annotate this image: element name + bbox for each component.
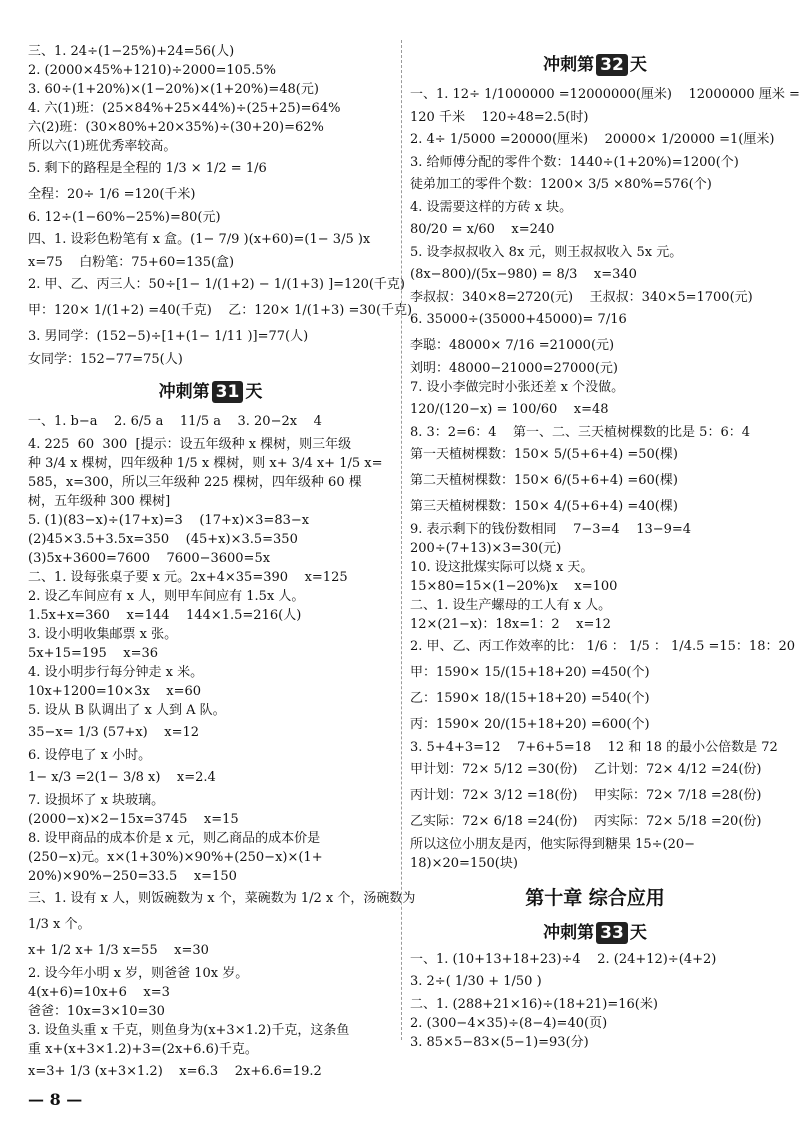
answer-line: 4. 225 60 300 [提示：设五年级种 x 棵树，则三年级 xyxy=(28,437,352,452)
answer-line: 刘明：48000−21000=27000(元) xyxy=(410,361,618,376)
answer-line: 丙计划：72× 3/12 =18(份) 甲实际：72× 7/18 =28(份) xyxy=(410,788,762,803)
answer-line: 一、1. b−a 2. 6/5 a 11/5 a 3. 20−2x 4 xyxy=(28,414,322,429)
answer-line: 18)×20=150(块) xyxy=(410,856,518,871)
answer-line: 10x+1200=10×3x x=60 xyxy=(28,684,202,699)
answer-line: 3. 85×5−83×(5−1)=93(分) xyxy=(410,1035,589,1050)
answer-line: 乙实际：72× 6/18 =24(份) 丙实际：72× 5/18 =20(份) xyxy=(410,814,762,829)
answer-line: 5x+15=195 x=36 xyxy=(28,646,159,661)
answer-line: 二、1. (288+21×16)÷(18+21)=16(米) xyxy=(410,997,658,1012)
answer-line: 5. 设从 B 队调出了 x 人到 A 队。 xyxy=(28,703,226,718)
answer-line: 3. 5+4+3=12 7+6+5=18 12 和 18 的最小公倍数是 72 xyxy=(410,740,778,755)
answer-line: 六(2)班：(30×80%+20×35%)÷(30+20)=62% xyxy=(28,120,324,135)
answer-line: 2. (2000×45%+1210)÷2000=105.5% xyxy=(28,63,276,78)
answer-line: x=3+ 1/3 (x+3×1.2) x=6.3 2x+6.6=19.2 xyxy=(28,1064,322,1079)
answer-line: 树，五年级种 300 棵树] xyxy=(28,494,171,509)
answer-line: 甲计划：72× 5/12 =30(份) 乙计划：72× 4/12 =24(份) xyxy=(410,762,762,777)
answer-line: 120/(120−x) = 100/60 x=48 xyxy=(410,402,609,417)
answer-line: 585，x=300，所以三年级种 225 棵树，四年级种 60 棵 xyxy=(28,475,362,490)
answer-line: 所以这位小朋友是丙，他实际得到糖果 15÷(20− xyxy=(410,837,696,852)
answer-line: (250−x)元。x×(1+30%)×90%+(250−x)×(1+ xyxy=(28,850,323,865)
answer-line: 3. 2÷( 1/30 + 1/50 ) xyxy=(410,974,542,989)
answer-line: 4. 设小明步行每分钟走 x 米。 xyxy=(28,665,204,680)
right-column xyxy=(410,42,800,1052)
answer-line: 徒弟加工的零件个数：1200× 3/5 ×80%=576(个) xyxy=(410,177,712,192)
answer-line: 第三天植树棵数：150× 4/(5+6+4) =40(棵) xyxy=(410,499,678,514)
left-column xyxy=(28,42,416,1085)
answer-line: 8. 设甲商品的成本价是 x 元，则乙商品的成本价是 xyxy=(28,831,321,846)
answer-line: 2. 甲、乙、丙工作效率的比： 1/6 ： 1/5 ： 1/4.5 =15：18：20 xyxy=(410,639,796,654)
answer-line: 甲：1590× 15/(15+18+20) =450(个) xyxy=(410,665,650,680)
section-day-badge: 31 xyxy=(212,381,244,403)
answer-line: 乙：1590× 18/(15+18+20) =540(个) xyxy=(410,691,650,706)
answer-line: 3. 男同学：(152−5)÷[1+(1− 1/11 )]=77(人) xyxy=(28,329,309,344)
answer-line: 全程：20÷ 1/6 =120(千米) xyxy=(28,187,196,202)
answer-line: 爸爸：10x=3×10=30 xyxy=(28,1004,165,1019)
answer-line: 第一天植树棵数：150× 5/(5+6+4) =50(棵) xyxy=(410,447,678,462)
answer-line: (2000−x)×2−15x=3745 x=15 xyxy=(28,812,239,827)
section-title-prefix: 冲刺第 xyxy=(158,382,210,402)
answer-line: 120 千米 120÷48=2.5(时) xyxy=(410,110,589,125)
section-title-prefix: 冲刺第 xyxy=(543,923,595,943)
answer-line: 三、1. 设有 x 人，则饭碗数为 x 个，菜碗数为 1/2 x 个，汤碗数为 xyxy=(28,891,416,906)
section-day-badge: 33 xyxy=(596,922,628,944)
answer-line: 重 x+(x+3×1.2)+3=(2x+6.6)千克。 xyxy=(28,1042,258,1057)
section-title xyxy=(28,377,393,403)
section-title-prefix: 冲刺第 xyxy=(543,55,595,75)
answer-line: 4(x+6)=10x+6 x=3 xyxy=(28,985,170,1000)
section-title-suffix: 天 xyxy=(629,55,647,75)
answer-line: 80/20 = x/60 x=240 xyxy=(410,222,555,237)
answer-line: 2. 4÷ 1/5000 =20000(厘米) 20000× 1/20000 =1(厘米) xyxy=(410,132,775,147)
answer-line: 6. 设停电了 x 小时。 xyxy=(28,748,152,763)
page-number: — 8 — xyxy=(28,1090,83,1109)
answer-line: 2. 甲、乙、丙三人：50÷[1− 1/(1+2) − 1/(1+3) ]=120(千克) xyxy=(28,277,406,292)
answer-line: 12×(21−x)：18x=1：2 x=12 xyxy=(410,617,611,632)
answer-line: 三、1. 24÷(1−25%)+24=56(人) xyxy=(28,44,235,59)
answer-line: 5. (1)(83−x)÷(17+x)=3 (17+x)×3=83−x xyxy=(28,513,310,528)
answer-line: 15×80=15×(1−20%)x x=100 xyxy=(410,579,618,594)
answer-line: (8x−800)/(5x−980) = 8/3 x=340 xyxy=(410,267,637,282)
answer-line: 甲：120× 1/(1+2) =40(千克) 乙：120× 1/(1+3) =30(千克) xyxy=(28,303,413,318)
answer-line: 1− x/3 =2(1− 3/8 x) x=2.4 xyxy=(28,770,216,785)
answer-line: 7. 设损坏了 x 块玻璃。 xyxy=(28,793,165,808)
section-title-suffix: 天 xyxy=(629,923,647,943)
answer-line: x=75 白粉笔：75+60=135(盒) xyxy=(28,255,235,270)
answer-line: 3. 设鱼头重 x 千克，则鱼身为(x+3×1.2)千克，这条鱼 xyxy=(28,1023,350,1038)
answer-line: 二、1. 设每张桌子要 x 元。2x+4×35=390 x=125 xyxy=(28,570,348,585)
answer-line: 5. 剩下的路程是全程的 1/3 × 1/2 = 1/6 xyxy=(28,161,267,176)
answer-line: 3. 设小明收集邮票 x 张。 xyxy=(28,627,178,642)
answer-line: (2)45×3.5+3.5x=350 (45+x)×3.5=350 xyxy=(28,532,298,547)
answer-line: 6. 12÷(1−60%−25%)=80(元) xyxy=(28,210,221,225)
answer-line: 2. (300−4×35)÷(8−4)=40(页) xyxy=(410,1016,608,1031)
answer-line: 种 3/4 x 棵树，四年级种 1/5 x 棵树，则 x+ 3/4 x+ 1/5 x= xyxy=(28,456,383,471)
answer-line: 二、1. 设生产螺母的工人有 x 人。 xyxy=(410,598,612,613)
chapter-title: 第十章 综合应用 xyxy=(525,887,665,909)
answer-line: 3. 给师傅分配的零件个数：1440÷(1+20%)=1200(个) xyxy=(410,155,739,170)
answer-line: 6. 35000÷(35000+45000)= 7/16 xyxy=(410,312,627,327)
answer-line: 20%)×90%−250=33.5 x=150 xyxy=(28,869,237,884)
answer-line: 李聪：48000× 7/16 =21000(元) xyxy=(410,338,615,353)
answer-line: 4. 六(1)班：(25×84%+25×44%)÷(25+25)=64% xyxy=(28,101,341,116)
answer-line: 5. 设李叔叔收入 8x 元，则王叔叔收入 5x 元。 xyxy=(410,245,683,260)
section-day-badge: 32 xyxy=(596,54,628,76)
answer-line: 女同学：152−77=75(人) xyxy=(28,352,183,367)
answer-line: 一、1. (10+13+18+23)÷4 2. (24+12)÷(4+2) xyxy=(410,952,717,967)
answer-line: x+ 1/2 x+ 1/3 x=55 x=30 xyxy=(28,943,209,958)
column-divider xyxy=(401,40,402,1040)
answer-line: 7. 设小李做完时小张还差 x 个没做。 xyxy=(410,380,625,395)
answer-line: 4. 设需要这样的方砖 x 块。 xyxy=(410,200,573,215)
answer-line: 2. 设乙车间应有 x 人，则甲车间应有 1.5x 人。 xyxy=(28,589,305,604)
answer-line: 所以六(1)班优秀率较高。 xyxy=(28,139,177,154)
answer-line: 一、1. 12÷ 1/1000000 =12000000(厘米) 12000000 厘米 = xyxy=(410,87,800,102)
answer-line: 35−x= 1/3 (57+x) x=12 xyxy=(28,725,200,740)
answer-line: 10. 设这批煤实际可以烧 x 天。 xyxy=(410,560,594,575)
answer-line: 200÷(7+13)×3=30(元) xyxy=(410,541,562,556)
section-title xyxy=(410,918,780,944)
answer-line: 第二天植树棵数：150× 6/(5+6+4) =60(棵) xyxy=(410,473,678,488)
answer-line: (3)5x+3600=7600 7600−3600=5x xyxy=(28,551,271,566)
answer-line: 四、1. 设彩色粉笔有 x 盒。(1− 7/9 )(x+60)=(1− 3/5 )x xyxy=(28,232,371,247)
answer-line: 3. 60÷(1+20%)×(1−20%)×(1+20%)=48(元) xyxy=(28,82,319,97)
section-title-suffix: 天 xyxy=(245,382,263,402)
answer-line: 1.5x+x=360 x=144 144×1.5=216(人) xyxy=(28,608,302,623)
answer-line: 2. 设今年小明 x 岁，则爸爸 10x 岁。 xyxy=(28,966,249,981)
answer-line: 1/3 x 个。 xyxy=(28,917,91,932)
section-title xyxy=(410,50,780,76)
answer-line: 丙：1590× 20/(15+18+20) =600(个) xyxy=(410,717,650,732)
answer-line: 9. 表示剩下的钱份数相同 7−3=4 13−9=4 xyxy=(410,522,692,537)
answer-line: 李叔叔：340×8=2720(元) 王叔叔：340×5=1700(元) xyxy=(410,290,753,305)
answer-line: 8. 3：2=6：4 第一、二、三天植树棵数的比是 5：6：4 xyxy=(410,425,750,440)
